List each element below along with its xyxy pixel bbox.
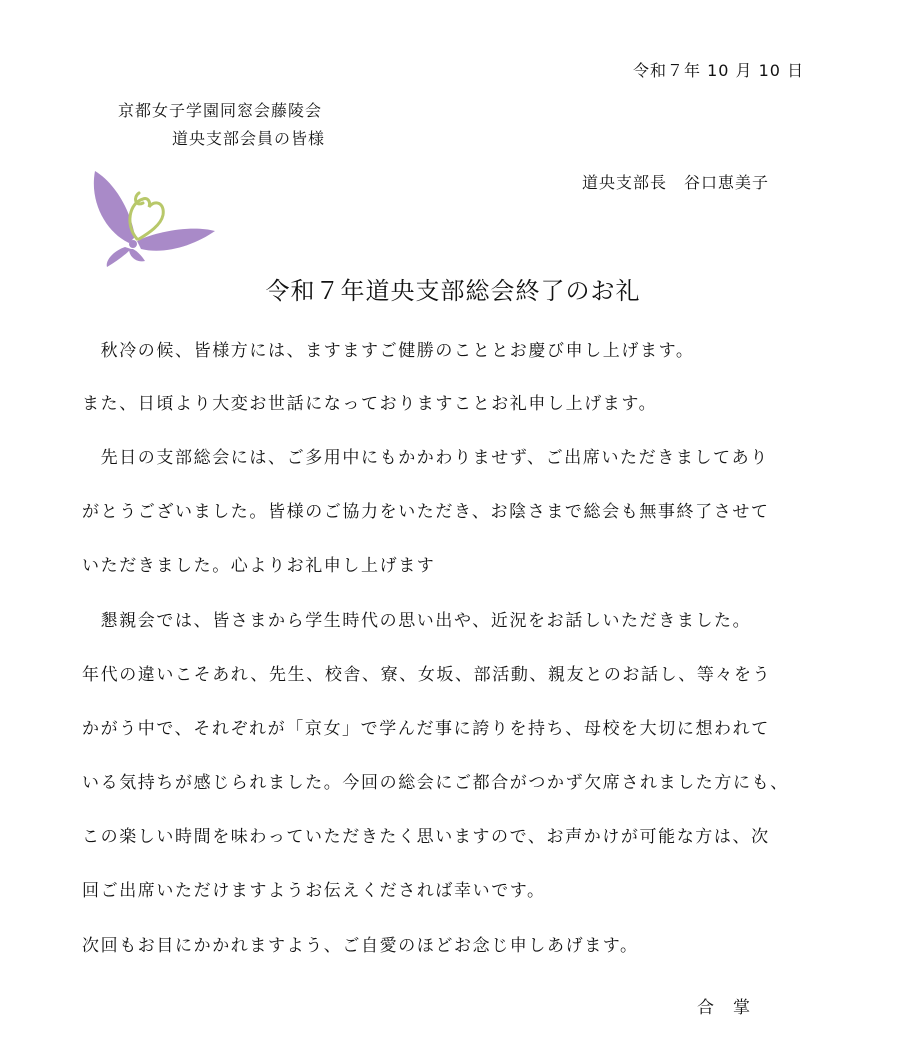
body-line: この楽しい時間を味わっていただきたく思いますので、お声かけが可能な方は、次 [82, 827, 770, 847]
sender-name: 道央支部長 谷口恵美子 [582, 173, 770, 192]
body-line: いただきました。心よりお礼申し上げます [82, 556, 436, 576]
body-line: 秋冷の候、皆様方には、ますますご健勝のこととお慶び申し上げます。 [82, 341, 695, 361]
letter-title: 令和７年道央支部総会終了のお礼 [265, 277, 641, 305]
body-line: かがう中で、それぞれが「京女」で学んだ事に誇りを持ち、母校を大切に想われて [82, 719, 770, 739]
body-line: いる気持ちが感じられました。今回の総会にご都合がつかず欠席されました方にも、 [82, 773, 789, 793]
recipient-organization: 京都女子学園同窓会藤陵会 [118, 101, 323, 120]
body-line: 回ご出席いただけますようお伝えくだされば幸いです。 [82, 881, 546, 901]
closing-signoff: 合 掌 [697, 998, 751, 1018]
recipient-members: 道央支部会員の皆様 [172, 129, 326, 148]
body-line: 先日の支部総会には、ご多用中にもかかわりませず、ご出席いただきましてあり [82, 448, 769, 468]
body-line: 年代の違いこそあれ、先生、校舎、寮、女坂、部活動、親友とのお話し、等々をう [82, 665, 772, 685]
body-line: また、日頃より大変お世話になっておりますことお礼申し上げます。 [82, 394, 658, 414]
body-line: 次回もお目にかかれますよう、ご自愛のほどお念じ申しあげます。 [82, 936, 639, 956]
letter-date: 令和７年 10 月 10 日 [633, 61, 805, 80]
body-line: がとうございました。皆様のご協力をいただき、お陰さまで総会も無事終了させて [82, 502, 770, 522]
butterfly-heart-logo-icon [85, 163, 220, 268]
body-line: 懇親会では、皆さまから学生時代の思い出や、近況をお話しいただきました。 [82, 611, 752, 631]
